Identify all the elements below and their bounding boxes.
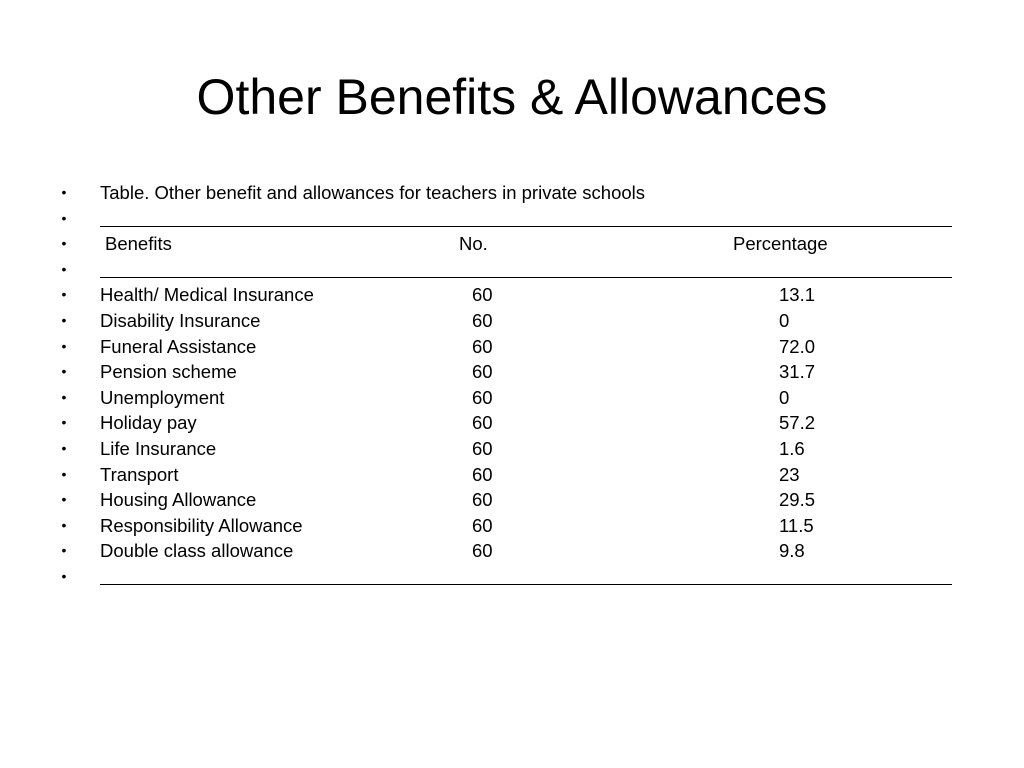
table-row: [0, 487, 1024, 513]
rule-line-top: [0, 206, 1024, 232]
row-benefit: Holiday pay: [100, 412, 197, 434]
row-number: 60: [472, 284, 493, 306]
row-benefit: Disability Insurance: [100, 309, 261, 331]
row-benefit: Funeral Assistance: [100, 335, 257, 357]
row-percentage: 11.5: [779, 514, 814, 536]
table-row: [0, 462, 1024, 488]
row-benefit: Double class allowance: [100, 540, 294, 562]
header-benefits: Benefits: [105, 233, 172, 255]
bullet-point: •: [61, 439, 67, 456]
table-row: [0, 359, 1024, 385]
table-rule-header: [100, 277, 952, 278]
caption-line: [0, 180, 1024, 206]
bullet-point: •: [61, 516, 67, 533]
bullet-list: [0, 180, 1024, 590]
bullet-point: •: [61, 286, 67, 303]
bullet-point: •: [61, 542, 67, 559]
bullet-point: •: [61, 363, 67, 380]
table-row: [0, 385, 1024, 411]
row-percentage: 1.6: [779, 437, 805, 459]
row-benefit: Transport: [100, 463, 179, 485]
bullet-point: •: [61, 337, 67, 354]
row-percentage: 0: [779, 386, 790, 408]
row-percentage: 9.8: [779, 540, 805, 562]
row-benefit: Housing Allowance: [100, 489, 257, 511]
row-benefit: Responsibility Allowance: [100, 514, 303, 536]
row-benefit: Unemployment: [100, 386, 225, 408]
header-line: [0, 231, 1024, 257]
row-percentage: 57.2: [779, 412, 816, 434]
row-benefit: Health/ Medical Insurance: [100, 284, 314, 306]
table-row: [0, 436, 1024, 462]
bullet-point: •: [61, 388, 67, 405]
row-number: 60: [472, 489, 493, 511]
row-number: 60: [472, 540, 493, 562]
table-rule-bottom: [100, 584, 952, 585]
row-number: 60: [472, 463, 493, 485]
bullet-point: •: [61, 567, 67, 584]
rule-line-header: [0, 257, 1024, 283]
row-number: 60: [472, 386, 493, 408]
table-rule-top: [100, 226, 952, 227]
bullet-point: •: [61, 184, 67, 200]
table-row: [0, 334, 1024, 360]
row-percentage: 23: [779, 463, 800, 485]
table-row: [0, 410, 1024, 436]
header-number: No.: [459, 233, 488, 255]
row-percentage: 0: [779, 309, 790, 331]
row-number: 60: [472, 361, 493, 383]
row-benefit: Life Insurance: [100, 437, 217, 459]
table-caption: Table. Other benefit and allowances for teachers in private schools: [100, 182, 646, 203]
table-row: [0, 513, 1024, 539]
slide-title: Other Benefits & Allowances: [196, 69, 828, 125]
bullet-point: •: [61, 235, 67, 252]
bullet-point: •: [61, 414, 67, 431]
table-row: [0, 538, 1024, 564]
rule-line-bottom: [0, 564, 1024, 590]
bullet-point: •: [61, 209, 67, 226]
row-number: 60: [472, 412, 493, 434]
bullet-point: •: [61, 311, 67, 328]
row-percentage: 29.5: [779, 489, 816, 511]
row-percentage: 13.1: [779, 284, 816, 306]
row-number: 60: [472, 309, 493, 331]
table-row: [0, 308, 1024, 334]
bullet-point: •: [61, 465, 67, 482]
bullet-point: •: [61, 260, 67, 277]
header-percentage: Percentage: [733, 233, 828, 255]
table-row: [0, 282, 1024, 308]
row-number: 60: [472, 437, 493, 459]
row-percentage: 72.0: [779, 335, 816, 357]
row-number: 60: [472, 514, 493, 536]
bullet-point: •: [61, 491, 67, 508]
row-benefit: Pension scheme: [100, 361, 237, 383]
row-percentage: 31.7: [779, 361, 816, 383]
row-number: 60: [472, 335, 493, 357]
